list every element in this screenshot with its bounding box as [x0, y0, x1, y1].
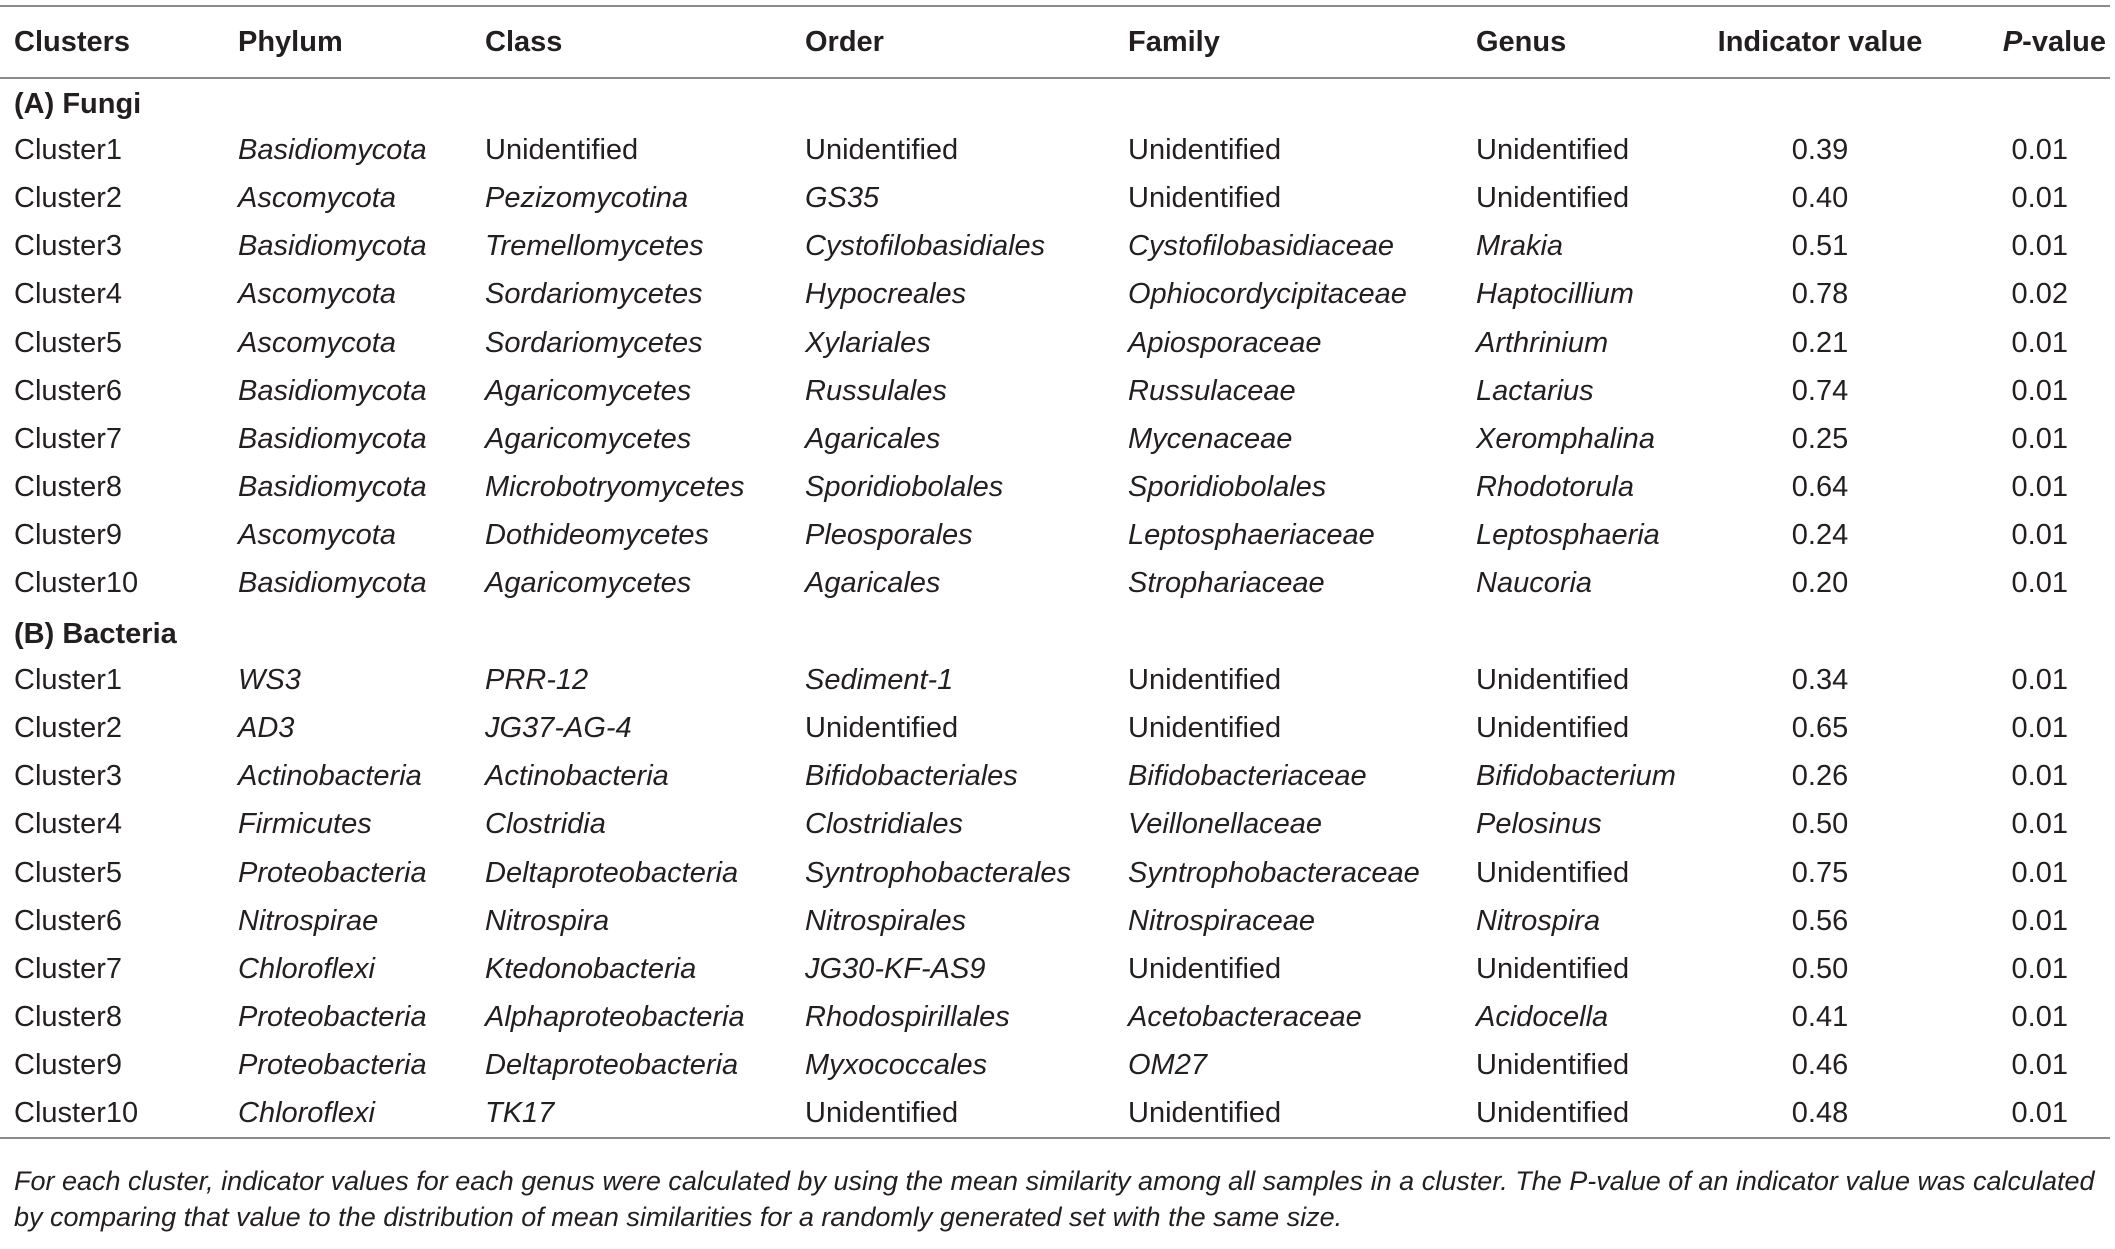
cell-phylum: Basidiomycota — [238, 422, 427, 455]
cell-cluster: Cluster7 — [14, 422, 122, 455]
header-genus: Genus — [1476, 25, 1567, 58]
cell-phylum: Proteobacteria — [238, 856, 427, 889]
table-row — [0, 512, 2110, 560]
cell-order: Pleosporales — [805, 519, 973, 552]
cell-genus: Xeromphalina — [1476, 422, 1655, 455]
cell-family: Bifidobacteriaceae — [1128, 760, 1367, 793]
cell-phylum: Basidiomycota — [238, 567, 427, 600]
cell-order: Hypocreales — [805, 278, 967, 311]
indicator-table — [0, 5, 2110, 1139]
cell-indicator: 0.46 — [1791, 1049, 1849, 1082]
cell-p: 0.01 — [2011, 712, 2068, 745]
cell-family: Unidentified — [1128, 952, 1282, 985]
cell-class: Agaricomycetes — [485, 422, 692, 455]
cell-order: Myxococcales — [805, 1049, 988, 1082]
cell-class: Ktedonobacteria — [485, 952, 697, 985]
cell-phylum: WS3 — [238, 663, 301, 696]
cell-order: Agaricales — [805, 567, 941, 600]
cell-class: Sordariomycetes — [485, 278, 703, 311]
cell-order: Syntrophobacterales — [805, 856, 1071, 889]
cell-family: Syntrophobacteraceae — [1128, 856, 1420, 889]
header-clusters: Clusters — [14, 25, 131, 58]
cell-order: Unidentified — [805, 1097, 959, 1130]
cell-class: Tremellomycetes — [485, 230, 704, 263]
table-row — [0, 560, 2110, 608]
cell-genus: Unidentified — [1476, 856, 1630, 889]
cell-indicator: 0.25 — [1791, 422, 1849, 455]
cell-order: JG30-KF-AS9 — [805, 952, 986, 985]
cell-p: 0.01 — [2011, 1097, 2068, 1130]
cell-cluster: Cluster8 — [14, 1001, 122, 1034]
cell-indicator: 0.65 — [1791, 712, 1849, 745]
cell-genus: Unidentified — [1476, 133, 1630, 166]
cell-genus: Unidentified — [1476, 712, 1630, 745]
cell-p: 0.01 — [2011, 230, 2068, 263]
table-row — [0, 464, 2110, 512]
cell-indicator: 0.75 — [1791, 856, 1849, 889]
cell-phylum: Firmicutes — [238, 808, 372, 841]
cell-p: 0.02 — [2011, 278, 2068, 311]
cell-family: OM27 — [1128, 1049, 1207, 1082]
table-footnote: For each cluster, indicator values for each genus were calculated by using the mean similarity among all samples in a cluster. The P-value of an indicator value was calculated by comparing that value to the distribution of mean similarities for a randomly generated set with the same size. — [14, 1166, 2095, 1232]
cell-family: Apiosporaceae — [1128, 326, 1322, 359]
cell-cluster: Cluster3 — [14, 230, 122, 263]
cell-genus: Acidocella — [1476, 1001, 1609, 1034]
cell-genus: Arthrinium — [1476, 326, 1609, 359]
cell-cluster: Cluster10 — [14, 1097, 139, 1130]
cell-cluster: Cluster6 — [14, 374, 122, 407]
header-order: Order — [805, 25, 884, 58]
table-row — [0, 271, 2110, 319]
cell-class: Microbotryomycetes — [485, 471, 745, 504]
table-header — [0, 6, 2110, 78]
cell-cluster: Cluster2 — [14, 712, 122, 745]
cell-genus: Naucoria — [1476, 567, 1593, 600]
section-title: (B) Bacteria — [14, 617, 177, 650]
cell-p: 0.01 — [2011, 567, 2068, 600]
cell-cluster: Cluster4 — [14, 278, 122, 311]
cell-genus: Mrakia — [1476, 230, 1564, 263]
cell-indicator: 0.21 — [1791, 326, 1849, 359]
table-row — [0, 656, 2110, 704]
cell-genus: Leptosphaeria — [1476, 519, 1660, 552]
cell-p: 0.01 — [2011, 904, 2068, 937]
cell-family: Strophariaceae — [1128, 567, 1325, 600]
cell-family: Unidentified — [1128, 181, 1282, 214]
table-row — [0, 367, 2110, 415]
section-row — [0, 608, 2110, 656]
cell-genus: Bifidobacterium — [1476, 760, 1676, 793]
cell-order: Nitrospirales — [805, 904, 967, 937]
cell-class: Unidentified — [485, 133, 639, 166]
cell-genus: Haptocillium — [1476, 278, 1634, 311]
cell-p: 0.01 — [2011, 1049, 2068, 1082]
table-row — [0, 801, 2110, 849]
cell-indicator: 0.56 — [1791, 904, 1849, 937]
cell-p: 0.01 — [2011, 374, 2068, 407]
cell-indicator: 0.24 — [1791, 519, 1849, 552]
table-row — [0, 945, 2110, 993]
cell-phylum: Ascomycota — [238, 326, 396, 359]
cell-family: Leptosphaeriaceae — [1128, 519, 1375, 552]
section-title: (A) Fungi — [14, 88, 142, 121]
cell-indicator: 0.48 — [1791, 1097, 1849, 1130]
cell-phylum: Basidiomycota — [238, 230, 427, 263]
cell-indicator: 0.39 — [1791, 133, 1849, 166]
cell-indicator: 0.40 — [1791, 181, 1849, 214]
cell-p: 0.01 — [2011, 1001, 2068, 1034]
cell-cluster: Cluster5 — [14, 326, 122, 359]
cell-order: Bifidobacteriales — [805, 760, 1018, 793]
cell-order: Russulales — [805, 374, 947, 407]
cell-genus: Nitrospira — [1476, 904, 1601, 937]
cell-family: Ophiocordycipitaceae — [1128, 278, 1407, 311]
header-phylum: Phylum — [238, 25, 343, 58]
cell-p: 0.01 — [2011, 856, 2068, 889]
cell-family: Acetobacteraceae — [1128, 1001, 1362, 1034]
table-row — [0, 753, 2110, 801]
cell-genus: Rhodotorula — [1476, 471, 1634, 504]
section-row — [0, 78, 2110, 126]
cell-class: JG37-AG-4 — [485, 712, 632, 745]
cell-indicator: 0.20 — [1791, 567, 1849, 600]
cell-family: Nitrospiraceae — [1128, 904, 1315, 937]
cell-order: Sediment-1 — [805, 663, 954, 696]
header-indicator-value: Indicator value — [1717, 25, 1923, 58]
cell-p: 0.01 — [2011, 471, 2068, 504]
cell-indicator: 0.78 — [1791, 278, 1849, 311]
cell-phylum: Actinobacteria — [238, 760, 422, 793]
cell-class: Sordariomycetes — [485, 326, 703, 359]
cell-family: Sporidiobolales — [1128, 471, 1327, 504]
table-row — [0, 994, 2110, 1042]
cell-class: Agaricomycetes — [485, 567, 692, 600]
cell-cluster: Cluster7 — [14, 952, 122, 985]
cell-order: Agaricales — [805, 422, 941, 455]
cell-indicator: 0.34 — [1791, 663, 1849, 696]
cell-phylum: Basidiomycota — [238, 133, 427, 166]
cell-family: Cystofilobasidiaceae — [1128, 230, 1394, 263]
cell-class: Actinobacteria — [485, 760, 669, 793]
cell-cluster: Cluster9 — [14, 1049, 122, 1082]
table-row — [0, 223, 2110, 271]
cell-p: 0.01 — [2011, 133, 2068, 166]
header-p-suffix: -value — [2022, 25, 2106, 58]
cell-genus: Pelosinus — [1476, 808, 1602, 841]
cell-p: 0.01 — [2011, 760, 2068, 793]
cell-indicator: 0.50 — [1791, 952, 1849, 985]
cell-genus: Unidentified — [1476, 1097, 1630, 1130]
header-class: Class — [485, 25, 563, 58]
cell-order: Unidentified — [805, 712, 959, 745]
cell-phylum: AD3 — [238, 712, 295, 745]
cell-genus: Unidentified — [1476, 663, 1630, 696]
table-row — [0, 1042, 2110, 1090]
cell-cluster: Cluster8 — [14, 471, 122, 504]
cell-genus: Unidentified — [1476, 1049, 1630, 1082]
cell-class: Deltaproteobacteria — [485, 1049, 739, 1082]
cell-p: 0.01 — [2011, 952, 2068, 985]
cell-order: GS35 — [805, 181, 880, 214]
cell-phylum: Proteobacteria — [238, 1049, 427, 1082]
cell-order: Sporidiobolales — [805, 471, 1004, 504]
header-family: Family — [1128, 25, 1220, 58]
cell-genus: Unidentified — [1476, 181, 1630, 214]
cell-class: Dothideomycetes — [485, 519, 710, 552]
cell-indicator: 0.41 — [1791, 1001, 1849, 1034]
cell-class: Deltaproteobacteria — [485, 856, 739, 889]
cell-phylum: Ascomycota — [238, 519, 396, 552]
table-row — [0, 415, 2110, 463]
cell-p: 0.01 — [2011, 519, 2068, 552]
cell-cluster: Cluster2 — [14, 181, 122, 214]
table-row — [0, 1090, 2110, 1138]
cell-class: PRR-12 — [485, 663, 589, 696]
cell-cluster: Cluster10 — [14, 567, 139, 600]
table-row — [0, 126, 2110, 174]
cell-phylum: Ascomycota — [238, 278, 396, 311]
cell-indicator: 0.51 — [1791, 230, 1849, 263]
cell-cluster: Cluster1 — [14, 133, 122, 166]
cell-class: TK17 — [485, 1097, 555, 1130]
cell-p: 0.01 — [2011, 422, 2068, 455]
table-row — [0, 704, 2110, 752]
cell-indicator: 0.74 — [1791, 374, 1849, 407]
cell-phylum: Chloroflexi — [238, 952, 375, 985]
cell-cluster: Cluster4 — [14, 808, 122, 841]
cell-phylum: Proteobacteria — [238, 1001, 427, 1034]
cell-family: Unidentified — [1128, 133, 1282, 166]
cell-class: Agaricomycetes — [485, 374, 692, 407]
cell-phylum: Basidiomycota — [238, 471, 427, 504]
cell-phylum: Chloroflexi — [238, 1097, 375, 1130]
table-row — [0, 319, 2110, 367]
cell-p: 0.01 — [2011, 808, 2068, 841]
cell-p: 0.01 — [2011, 326, 2068, 359]
table-row — [0, 897, 2110, 945]
cell-p: 0.01 — [2011, 181, 2068, 214]
cell-family: Unidentified — [1128, 712, 1282, 745]
cell-genus: Unidentified — [1476, 952, 1630, 985]
cell-genus: Lactarius — [1476, 374, 1594, 407]
cell-class: Pezizomycotina — [485, 181, 689, 214]
table-row — [0, 174, 2110, 222]
header-row — [0, 6, 2110, 78]
table-body — [0, 78, 2110, 1138]
cell-indicator: 0.26 — [1791, 760, 1849, 793]
header-p-italic: P — [2002, 25, 2023, 58]
cell-family: Veillonellaceae — [1128, 808, 1323, 841]
cell-cluster: Cluster5 — [14, 856, 122, 889]
cell-indicator: 0.50 — [1791, 808, 1849, 841]
header-p-value — [1935, 6, 2110, 78]
cell-order: Clostridiales — [805, 808, 963, 841]
cell-class: Clostridia — [485, 808, 606, 841]
cell-family: Mycenaceae — [1128, 422, 1293, 455]
table-row — [0, 849, 2110, 897]
cell-cluster: Cluster3 — [14, 760, 122, 793]
cell-order: Unidentified — [805, 133, 959, 166]
cell-phylum: Ascomycota — [238, 181, 396, 214]
cell-family: Unidentified — [1128, 1097, 1282, 1130]
cell-cluster: Cluster6 — [14, 904, 122, 937]
cell-p: 0.01 — [2011, 663, 2068, 696]
cell-order: Xylariales — [805, 326, 931, 359]
cell-class: Nitrospira — [485, 904, 610, 937]
cell-indicator: 0.64 — [1791, 471, 1849, 504]
cell-phylum: Nitrospirae — [238, 904, 379, 937]
cell-cluster: Cluster9 — [14, 519, 122, 552]
cell-order: Rhodospirillales — [805, 1001, 1010, 1034]
cell-phylum: Basidiomycota — [238, 374, 427, 407]
cell-family: Unidentified — [1128, 663, 1282, 696]
cell-class: Alphaproteobacteria — [485, 1001, 745, 1034]
cell-cluster: Cluster1 — [14, 663, 122, 696]
cell-family: Russulaceae — [1128, 374, 1296, 407]
cell-order: Cystofilobasidiales — [805, 230, 1046, 263]
